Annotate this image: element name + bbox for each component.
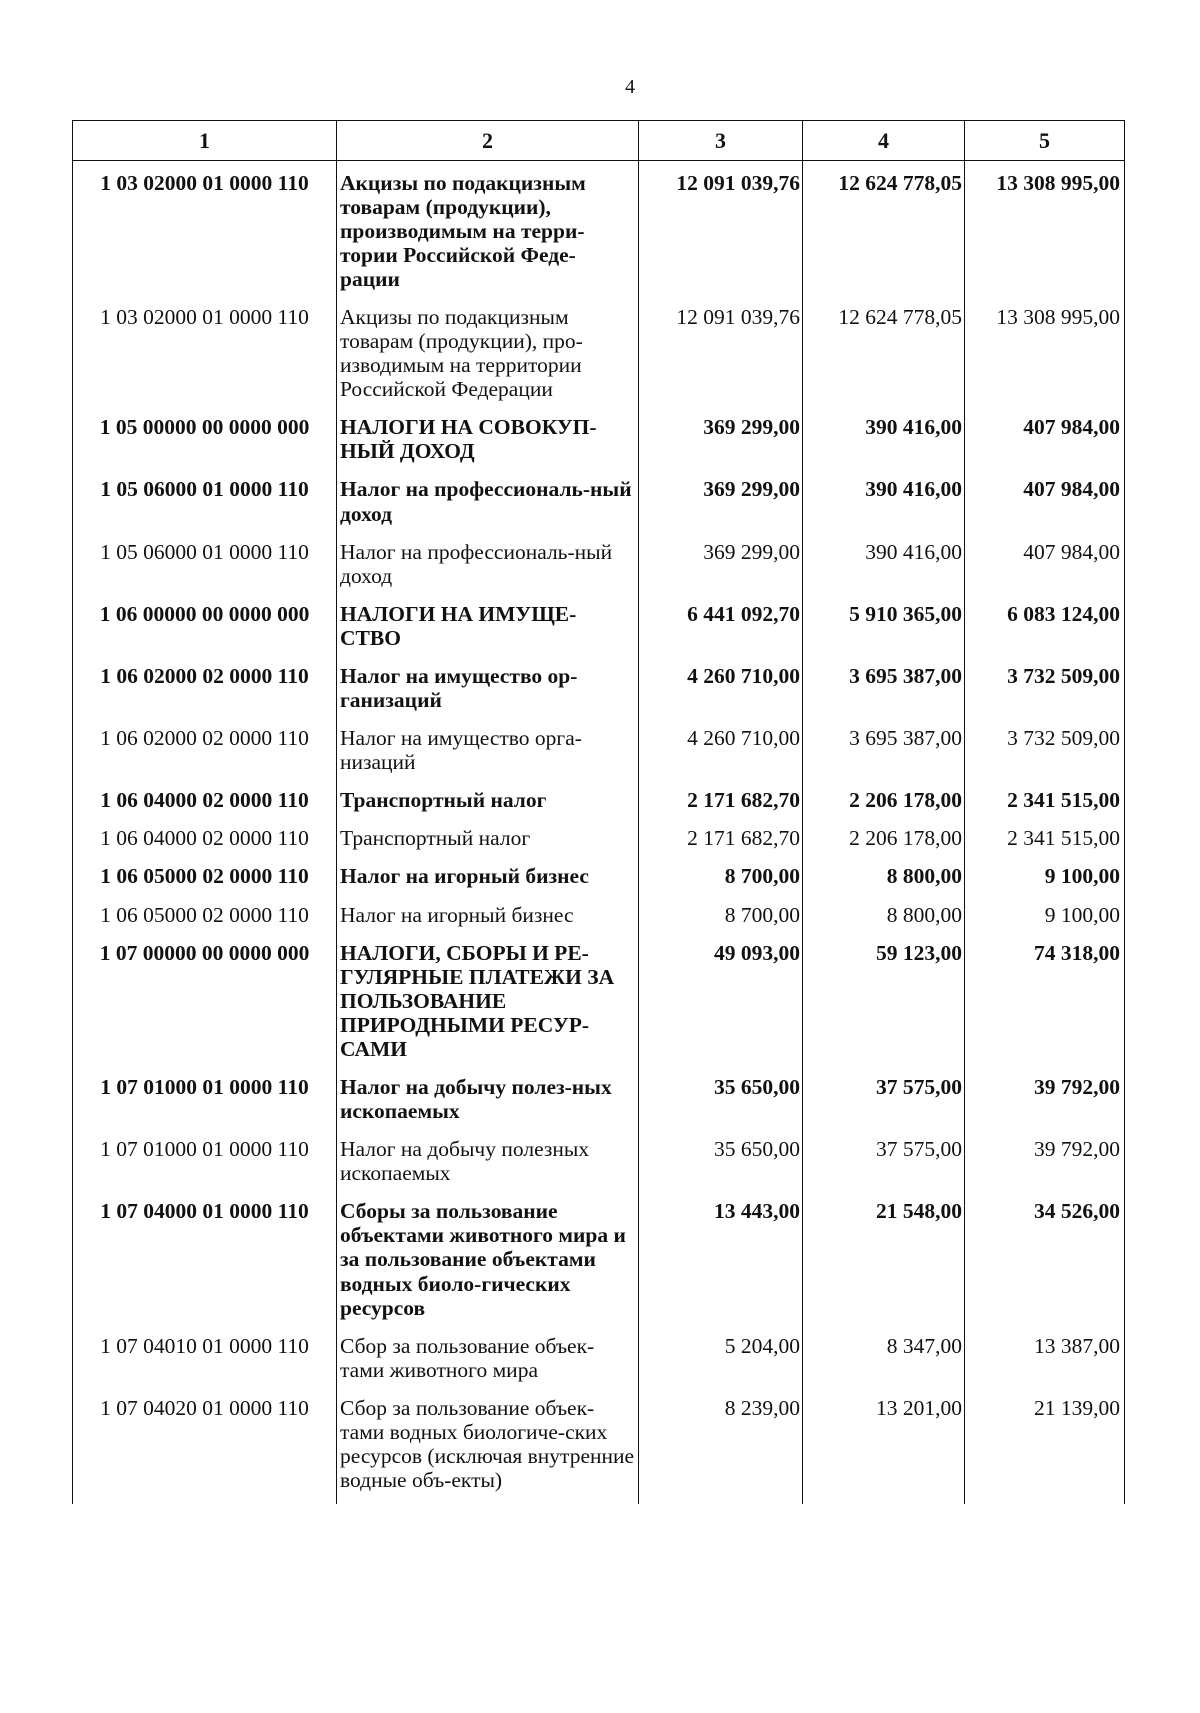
table-row — [73, 538, 1125, 600]
budget-code-cell: 1 06 04000 02 0000 110 — [73, 786, 337, 824]
amount-cell-col4: 3 695 387,00 — [803, 662, 965, 724]
description-cell: Налог на игорный бизнес — [337, 862, 639, 900]
column-header-5: 5 — [965, 121, 1125, 161]
table-row — [73, 413, 1125, 475]
amount-cell-col5: 9 100,00 — [965, 901, 1125, 939]
description-cell: Транспортный налог — [337, 824, 639, 862]
budget-code-cell: 1 07 00000 00 0000 000 — [73, 939, 337, 1073]
amount-cell-col5: 74 318,00 — [965, 939, 1125, 1073]
budget-code-cell: 1 07 01000 01 0000 110 — [73, 1135, 337, 1197]
amount-cell-col3: 369 299,00 — [639, 413, 803, 475]
amount-cell-col3: 49 093,00 — [639, 939, 803, 1073]
amount-cell-col4: 2 206 178,00 — [803, 786, 965, 824]
budget-code-cell: 1 05 00000 00 0000 000 — [73, 413, 337, 475]
table-row — [73, 1197, 1125, 1331]
table-row — [73, 1394, 1125, 1504]
amount-cell-col3: 2 171 682,70 — [639, 824, 803, 862]
budget-code-cell: 1 05 06000 01 0000 110 — [73, 538, 337, 600]
budget-code-cell: 1 03 02000 01 0000 110 — [73, 160, 337, 303]
amount-cell-col4: 8 347,00 — [803, 1332, 965, 1394]
amount-cell-col3: 35 650,00 — [639, 1073, 803, 1135]
description-cell: Сборы за пользование объектами животного мира и за пользование объектами водных биоло-гических ресурсов — [337, 1197, 639, 1331]
amount-cell-col5: 13 308 995,00 — [965, 160, 1125, 303]
amount-cell-col5: 3 732 509,00 — [965, 724, 1125, 786]
table-header-row — [73, 121, 1125, 161]
amount-cell-col5: 13 308 995,00 — [965, 303, 1125, 413]
page-number: 4 — [625, 76, 635, 98]
amount-cell-col5: 9 100,00 — [965, 862, 1125, 900]
amount-cell-col5: 2 341 515,00 — [965, 824, 1125, 862]
budget-code-cell: 1 07 04010 01 0000 110 — [73, 1332, 337, 1394]
amount-cell-col5: 3 732 509,00 — [965, 662, 1125, 724]
amount-cell-col3: 369 299,00 — [639, 538, 803, 600]
amount-cell-col4: 13 201,00 — [803, 1394, 965, 1504]
budget-code-cell: 1 06 04000 02 0000 110 — [73, 824, 337, 862]
amount-cell-col4: 59 123,00 — [803, 939, 965, 1073]
table-row — [73, 600, 1125, 662]
amount-cell-col3: 369 299,00 — [639, 475, 803, 537]
description-cell: Налог на профессиональ-ный доход — [337, 475, 639, 537]
amount-cell-col4: 12 624 778,05 — [803, 303, 965, 413]
table-row — [73, 786, 1125, 824]
description-cell: НАЛОГИ, СБОРЫ И РЕ-ГУЛЯРНЫЕ ПЛАТЕЖИ ЗА ПОЛЬЗОВАНИЕ ПРИРОДНЫМИ РЕСУР-САМИ — [337, 939, 639, 1073]
revenue-table — [72, 120, 1125, 1504]
table-body — [73, 160, 1125, 1504]
description-cell: Сбор за пользование объек-тами животного мира — [337, 1332, 639, 1394]
column-header-3: 3 — [639, 121, 803, 161]
amount-cell-col4: 37 575,00 — [803, 1073, 965, 1135]
table-row — [73, 1073, 1125, 1135]
amount-cell-col5: 21 139,00 — [965, 1394, 1125, 1504]
budget-code-cell: 1 03 02000 01 0000 110 — [73, 303, 337, 413]
column-header-2: 2 — [337, 121, 639, 161]
amount-cell-col5: 2 341 515,00 — [965, 786, 1125, 824]
budget-code-cell: 1 06 05000 02 0000 110 — [73, 901, 337, 939]
amount-cell-col4: 8 800,00 — [803, 901, 965, 939]
description-cell: Налог на добычу полезных ископаемых — [337, 1135, 639, 1197]
amount-cell-col5: 34 526,00 — [965, 1197, 1125, 1331]
column-header-1: 1 — [73, 121, 337, 161]
description-cell: Налог на имущество орга-низаций — [337, 724, 639, 786]
amount-cell-col4: 390 416,00 — [803, 538, 965, 600]
description-cell: НАЛОГИ НА ИМУЩЕ-СТВО — [337, 600, 639, 662]
amount-cell-col5: 39 792,00 — [965, 1073, 1125, 1135]
amount-cell-col4: 3 695 387,00 — [803, 724, 965, 786]
description-cell: Акцизы по подакцизным товарам (продукции), про-изводимым на территории Российской Федерации — [337, 303, 639, 413]
amount-cell-col4: 390 416,00 — [803, 475, 965, 537]
amount-cell-col5: 407 984,00 — [965, 538, 1125, 600]
budget-code-cell: 1 06 02000 02 0000 110 — [73, 662, 337, 724]
table-row — [73, 1135, 1125, 1197]
amount-cell-col4: 390 416,00 — [803, 413, 965, 475]
budget-code-cell: 1 07 01000 01 0000 110 — [73, 1073, 337, 1135]
amount-cell-col3: 13 443,00 — [639, 1197, 803, 1331]
table-row — [73, 724, 1125, 786]
budget-code-cell: 1 07 04020 01 0000 110 — [73, 1394, 337, 1504]
description-cell: Налог на игорный бизнес — [337, 901, 639, 939]
table-row — [73, 824, 1125, 862]
amount-cell-col3: 6 441 092,70 — [639, 600, 803, 662]
amount-cell-col5: 6 083 124,00 — [965, 600, 1125, 662]
amount-cell-col4: 21 548,00 — [803, 1197, 965, 1331]
description-cell: Транспортный налог — [337, 786, 639, 824]
description-cell: Налог на добычу полез-ных ископаемых — [337, 1073, 639, 1135]
table-row — [73, 303, 1125, 413]
amount-cell-col4: 2 206 178,00 — [803, 824, 965, 862]
description-cell: Налог на профессиональ-ный доход — [337, 538, 639, 600]
budget-code-cell: 1 06 00000 00 0000 000 — [73, 600, 337, 662]
description-cell: Налог на имущество ор-ганизаций — [337, 662, 639, 724]
amount-cell-col3: 12 091 039,76 — [639, 160, 803, 303]
amount-cell-col3: 4 260 710,00 — [639, 662, 803, 724]
amount-cell-col3: 5 204,00 — [639, 1332, 803, 1394]
budget-code-cell: 1 06 02000 02 0000 110 — [73, 724, 337, 786]
amount-cell-col5: 39 792,00 — [965, 1135, 1125, 1197]
amount-cell-col4: 5 910 365,00 — [803, 600, 965, 662]
amount-cell-col3: 8 239,00 — [639, 1394, 803, 1504]
amount-cell-col3: 4 260 710,00 — [639, 724, 803, 786]
amount-cell-col4: 12 624 778,05 — [803, 160, 965, 303]
amount-cell-col3: 8 700,00 — [639, 901, 803, 939]
amount-cell-col5: 407 984,00 — [965, 475, 1125, 537]
budget-code-cell: 1 06 05000 02 0000 110 — [73, 862, 337, 900]
amount-cell-col5: 13 387,00 — [965, 1332, 1125, 1394]
column-header-4: 4 — [803, 121, 965, 161]
amount-cell-col5: 407 984,00 — [965, 413, 1125, 475]
description-cell: НАЛОГИ НА СОВОКУП-НЫЙ ДОХОД — [337, 413, 639, 475]
amount-cell-col3: 8 700,00 — [639, 862, 803, 900]
description-cell: Сбор за пользование объек-тами водных биологиче-ских ресурсов (исключая внутренние водные объ-екты) — [337, 1394, 639, 1504]
budget-code-cell: 1 05 06000 01 0000 110 — [73, 475, 337, 537]
amount-cell-col4: 37 575,00 — [803, 1135, 965, 1197]
table-row — [73, 939, 1125, 1073]
table-row — [73, 160, 1125, 303]
budget-code-cell: 1 07 04000 01 0000 110 — [73, 1197, 337, 1331]
amount-cell-col4: 8 800,00 — [803, 862, 965, 900]
table-row — [73, 662, 1125, 724]
amount-cell-col3: 12 091 039,76 — [639, 303, 803, 413]
table-row — [73, 862, 1125, 900]
table-row — [73, 901, 1125, 939]
amount-cell-col3: 35 650,00 — [639, 1135, 803, 1197]
table-row — [73, 1332, 1125, 1394]
table-row — [73, 475, 1125, 537]
amount-cell-col3: 2 171 682,70 — [639, 786, 803, 824]
description-cell: Акцизы по подакцизным товарам (продукции), производимым на терри-тории Российской Феде-рации — [337, 160, 639, 303]
